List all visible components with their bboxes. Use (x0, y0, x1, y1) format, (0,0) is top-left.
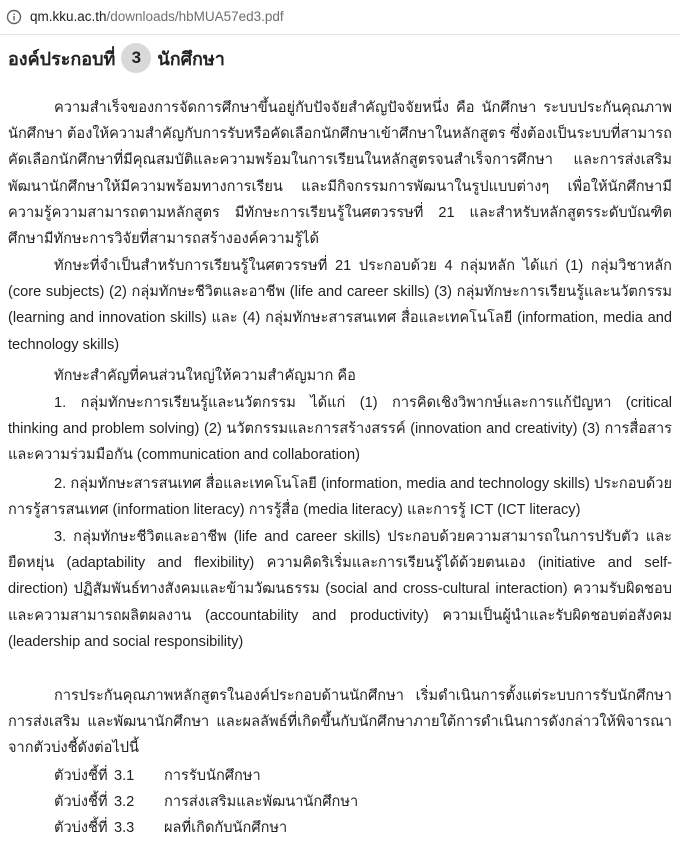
list-item-learning-skills: 1. กลุ่มทักษะการเรียนรู้และนวัตกรรม ได้แก่ (1) การคิดเชิงวิพากษ์และการแก้ปัญหา (critical thinking and problem solving) (2) นวัตกรรมและการสร้างสรรค์ (innovation and creativity) (3) การสื่อสารและความร่วมมือกัน (communication and collaboration) (8, 395, 672, 464)
paragraph-quality-assurance: การประกันคุณภาพหลักสูตรในองค์ประกอบด้านนักศึกษา เริ่มดำเนินการตั้งแต่ระบบการรับนักศึกษา การส่งเสริม และพัฒนานักศึกษา และผลลัพธ์ที่เกิดขึ้นกับนักศึกษาภายใต้การดำเนินการดังกล่าวให้พิจารณาจากตัวบ่งชี้ดังต่อไปนี้ (8, 688, 672, 757)
paragraph-intro: ความสำเร็จของการจัดการศึกษาขึ้นอยู่กับปัจจัยสำคัญปัจจัยหนึ่ง คือ นักศึกษา ระบบประกันคุณภาพนักศึกษา ต้องให้ความสำคัญกับการรับหรือคัดเลือกนักศึกษาเข้าศึกษาในหลักสูตร ซึ่งต้องเป็นระบบที่สามารถคัดเลือกนักศึกษาที่มีคุณสมบัติและความพร้อมในการเรียนในหลักสูตรจนสำเร็จการศึกษา และการส่งเสริมพัฒนานักศึกษาให้มีความพร้อมทางการเรียน และมีกิจกรรมการพัฒนาในรูปแบบต่างๆ เพื่อให้นักศึกษามีความรู้ความสามารถตามหลักสูตร มีทักษะการเรียนรู้ในศตวรรษที่ 21 และสำหรับหลักสูตรระดับบัณฑิตศึกษามีทักษะการวิจัยที่สามารถสร้างองค์ความรู้ได้ (8, 100, 672, 248)
url-text[interactable] (30, 9, 284, 24)
url-path: /downloads/hbMUA57ed3.pdf (106, 9, 284, 24)
address-bar[interactable] (0, 0, 680, 35)
indicator-title: ผลที่เกิดกับนักศึกษา (164, 820, 288, 836)
indicator-number: 3.2 (114, 794, 135, 810)
list-item-information-skills: 2. กลุ่มทักษะสารสนเทศ สื่อและเทคโนโลยี (information, media and technology skills) ประกอบด้วยการรู้สารสนเทศ (information literacy) การรู้สื่อ (media literacy) และการรู้ ICT (ICT literacy) (8, 476, 672, 519)
indicator-row (54, 763, 261, 789)
heading-number-badge: 3 (121, 43, 151, 73)
list-item-life-skills: 3. กลุ่มทักษะชีวิตและอาชีพ (life and career skills) ประกอบด้วยความสามารถในการปรับตัว และยืดหยุ่น (adaptability and flexibility) ความคิดริเริ่มและการเรียนรู้ได้ด้วยตนเอง (initiative and self-direction) ปฏิสัมพันธ์ทางสังคมและข้ามวัฒนธรรม (social and cross-cultural interaction) ความรับผิดชอบและความสามารถผลิตผลงาน (accountability and productivity) ความเป็นผู้นำและรับผิดชอบต่อสังคม (leadership and social responsibility) (8, 529, 672, 650)
indicator-number: 3.1 (114, 768, 135, 784)
indicator-number: 3.3 (114, 820, 135, 836)
indicator-title: การรับนักศึกษา (164, 768, 261, 784)
paragraph-skills: ทักษะที่จำเป็นสำหรับการเรียนรู้ในศตวรรษที่ 21 ประกอบด้วย 4 กลุ่มหลัก ได้แก่ (1) กลุ่มวิชาหลัก (core subjects) (2) กลุ่มทักษะชีวิตและอาชีพ (life and career skills) (3) กลุ่มทักษะการเรียนรู้และนวัตกรรม (learning and innovation skills) และ (4) กลุ่มทักษะสารสนเทศ สื่อและเทคโนโลยี (information, media and technology skills) (8, 258, 672, 353)
url-host: qm.kku.ac.th (30, 9, 107, 24)
info-icon[interactable] (6, 9, 22, 25)
indicator-title: การส่งเสริมและพัฒนานักศึกษา (164, 794, 359, 810)
indicator-row (54, 789, 358, 815)
heading-suffix: นักศึกษา (157, 48, 225, 69)
heading-prefix: องค์ประกอบที่ (8, 48, 116, 69)
paragraph-key-skills: ทักษะสำคัญที่คนส่วนใหญ่ให้ความสำคัญมาก คือ (54, 368, 356, 384)
indicator-label: ตัวบ่งชี้ที่ (54, 794, 108, 810)
section-heading (8, 43, 225, 73)
indicator-label: ตัวบ่งชี้ที่ (54, 820, 108, 836)
indicator-label: ตัวบ่งชี้ที่ (54, 768, 108, 784)
indicator-row (54, 815, 287, 841)
pdf-page (0, 35, 680, 844)
